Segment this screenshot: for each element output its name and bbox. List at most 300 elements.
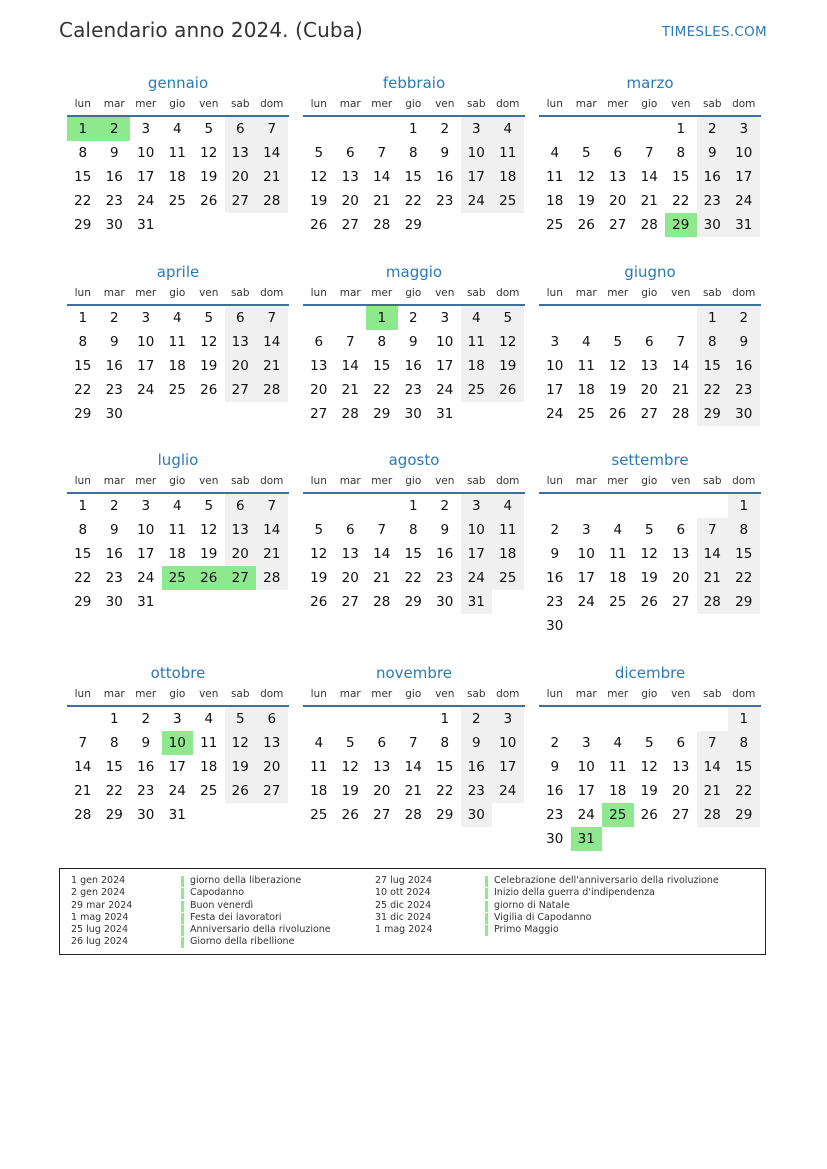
weekday-label: sab — [466, 98, 486, 110]
weekday-label: mar — [339, 287, 361, 299]
month-maggio — [303, 263, 525, 426]
day-cell: 8 — [440, 735, 450, 751]
day-cell: 31 — [436, 406, 454, 422]
day-cell: 1 — [408, 498, 418, 514]
empty-cell — [303, 306, 335, 330]
day-cell: 27 — [672, 594, 690, 610]
month-giugno — [539, 263, 761, 426]
empty-cell — [303, 494, 335, 518]
holiday-day: 29 — [665, 213, 697, 237]
day-cell: 4 — [492, 494, 524, 518]
day-cell: 14 — [404, 759, 422, 775]
day-cell: 1 — [109, 711, 119, 727]
day-cell: 30 — [461, 803, 493, 827]
legend-holiday-name: Giorno della ribellione — [190, 936, 295, 948]
day-cell: 17 — [137, 546, 155, 562]
day-cell: 12 — [225, 731, 257, 755]
empty-cell — [602, 306, 634, 330]
holiday-day: 1 — [67, 117, 99, 141]
weekday-header — [67, 475, 289, 494]
day-cell: 8 — [78, 522, 88, 538]
day-cell: 2 — [728, 306, 760, 330]
day-cell: 3 — [141, 310, 151, 326]
day-cell: 27 — [256, 779, 288, 803]
day-cell: 3 — [461, 117, 493, 141]
day-cell: 28 — [74, 807, 92, 823]
legend-row — [375, 875, 719, 887]
day-cell: 23 — [436, 193, 454, 209]
day-cell: 22 — [404, 193, 422, 209]
legend-color-marker — [181, 913, 184, 924]
holiday-day: 25 — [602, 803, 634, 827]
day-cell: 7 — [408, 735, 418, 751]
legend-row — [375, 900, 719, 912]
day-cell: 8 — [408, 145, 418, 161]
day-cell: 29 — [74, 594, 92, 610]
empty-cell — [602, 707, 634, 731]
weekday-label: ven — [435, 98, 455, 110]
weekday-label: mer — [371, 98, 393, 110]
day-cell: 24 — [728, 189, 760, 213]
day-cell: 29 — [728, 590, 760, 614]
day-cell: 18 — [492, 542, 524, 566]
weekday-label: lun — [546, 688, 563, 700]
site-link[interactable]: TIMESLES.COM — [661, 24, 767, 40]
day-cell: 29 — [404, 594, 422, 610]
day-cell: 10 — [492, 731, 524, 755]
weekday-label: gio — [405, 475, 422, 487]
day-cell: 13 — [672, 759, 690, 775]
day-cell: 23 — [404, 382, 422, 398]
day-cell: 2 — [440, 498, 450, 514]
weekday-label: ven — [671, 287, 691, 299]
day-cell: 22 — [728, 779, 760, 803]
weekday-label: lun — [546, 98, 563, 110]
weekday-label: ven — [671, 688, 691, 700]
day-cell: 24 — [137, 193, 155, 209]
empty-cell — [225, 213, 257, 237]
empty-cell — [571, 306, 603, 330]
weekday-label: sab — [702, 287, 722, 299]
day-cell: 4 — [204, 711, 214, 727]
day-cell: 12 — [341, 759, 359, 775]
empty-cell — [67, 707, 99, 731]
day-cell: 10 — [728, 141, 760, 165]
day-cell: 20 — [609, 193, 627, 209]
day-cell: 9 — [697, 141, 729, 165]
day-cell: 20 — [341, 570, 359, 586]
day-cell: 25 — [492, 189, 524, 213]
day-cell: 29 — [436, 807, 454, 823]
day-cell: 14 — [697, 542, 729, 566]
weekday-header — [67, 287, 289, 306]
empty-cell — [539, 306, 571, 330]
empty-cell — [697, 827, 729, 851]
month-dicembre — [539, 664, 761, 851]
day-cell: 16 — [546, 783, 564, 799]
weekday-label: sab — [702, 98, 722, 110]
weekday-label: mar — [339, 98, 361, 110]
empty-cell — [602, 827, 634, 851]
empty-cell — [571, 494, 603, 518]
day-cell: 17 — [168, 759, 186, 775]
weekday-label: mar — [339, 688, 361, 700]
month-name: maggio — [385, 263, 443, 281]
weekday-label: mer — [135, 287, 157, 299]
day-cell: 19 — [200, 546, 218, 562]
day-cell: 31 — [137, 217, 155, 233]
day-cell: 6 — [225, 117, 257, 141]
legend-holiday-name: Festa dei lavoratori — [190, 911, 282, 923]
day-cell: 10 — [461, 141, 493, 165]
empty-cell — [728, 827, 760, 851]
day-cell: 21 — [404, 783, 422, 799]
day-cell: 10 — [137, 334, 155, 350]
month-name: novembre — [376, 664, 452, 682]
empty-cell — [665, 614, 697, 638]
day-cell: 18 — [577, 382, 595, 398]
day-cell: 9 — [141, 735, 151, 751]
empty-cell — [728, 614, 760, 638]
day-cell: 15 — [404, 546, 422, 562]
day-cell: 4 — [492, 117, 524, 141]
day-cell: 10 — [137, 145, 155, 161]
day-cell: 5 — [314, 145, 324, 161]
day-cell: 15 — [697, 354, 729, 378]
weekday-label: lun — [546, 287, 563, 299]
day-cell: 26 — [310, 594, 328, 610]
day-cell: 10 — [137, 522, 155, 538]
day-cell: 11 — [310, 759, 328, 775]
day-cell: 26 — [640, 807, 658, 823]
day-cell: 6 — [613, 145, 623, 161]
weekday-label: sab — [230, 688, 250, 700]
day-cell: 4 — [613, 522, 623, 538]
legend-color-marker — [181, 937, 184, 948]
day-cell: 22 — [74, 193, 92, 209]
day-cell: 29 — [404, 217, 422, 233]
day-cell: 6 — [225, 306, 257, 330]
weekday-label: sab — [466, 287, 486, 299]
day-cell: 13 — [225, 518, 257, 542]
weekday-header — [539, 475, 761, 494]
empty-cell — [665, 494, 697, 518]
day-cell: 29 — [728, 803, 760, 827]
weekday-label: mer — [371, 475, 393, 487]
weekday-label: dom — [496, 688, 520, 700]
day-cell: 7 — [345, 334, 355, 350]
day-cell: 2 — [408, 310, 418, 326]
day-cell: 11 — [168, 334, 186, 350]
day-cell: 5 — [492, 306, 524, 330]
day-cell: 26 — [200, 193, 218, 209]
weekday-label: gio — [641, 688, 658, 700]
day-cell: 30 — [105, 217, 123, 233]
day-cell: 14 — [373, 169, 391, 185]
weekday-label: ven — [435, 475, 455, 487]
holiday-day: 10 — [162, 731, 194, 755]
day-cell: 13 — [225, 141, 257, 165]
day-cell: 6 — [644, 334, 654, 350]
day-cell: 10 — [461, 518, 493, 542]
day-cell: 5 — [225, 707, 257, 731]
weekday-label: dom — [496, 475, 520, 487]
empty-cell — [634, 707, 666, 731]
day-cell: 28 — [404, 807, 422, 823]
day-cell: 30 — [105, 594, 123, 610]
day-cell: 12 — [200, 522, 218, 538]
weekday-label: sab — [702, 688, 722, 700]
day-cell: 17 — [436, 358, 454, 374]
month-name: dicembre — [614, 664, 686, 682]
legend-date: 27 lug 2024 — [375, 875, 432, 886]
day-cell: 25 — [310, 807, 328, 823]
day-cell: 20 — [373, 783, 391, 799]
day-cell: 4 — [613, 735, 623, 751]
day-cell: 20 — [256, 755, 288, 779]
empty-cell — [256, 590, 288, 614]
legend-holiday-name: giorno di Natale — [494, 899, 570, 911]
day-cell: 11 — [577, 358, 595, 374]
holiday-day: 31 — [571, 827, 603, 851]
day-cell: 2 — [109, 498, 119, 514]
legend-holiday-name: Inizio della guerra d'indipendenza — [494, 887, 655, 899]
day-cell: 4 — [550, 145, 560, 161]
day-cell: 8 — [676, 145, 686, 161]
day-cell: 1 — [78, 498, 88, 514]
weekday-label: lun — [310, 688, 327, 700]
day-cell: 23 — [461, 779, 493, 803]
day-cell: 28 — [256, 378, 288, 402]
day-cell: 26 — [225, 779, 257, 803]
legend-color-marker — [181, 888, 184, 899]
weekday-label: lun — [74, 475, 91, 487]
day-cell: 14 — [256, 330, 288, 354]
day-cell: 11 — [461, 330, 493, 354]
day-cell: 6 — [676, 522, 686, 538]
day-cell: 5 — [613, 334, 623, 350]
day-cell: 11 — [609, 546, 627, 562]
weekday-label: gio — [169, 688, 186, 700]
day-cell: 19 — [341, 783, 359, 799]
weekday-label: dom — [496, 98, 520, 110]
day-cell: 25 — [492, 566, 524, 590]
weekday-label: sab — [230, 98, 250, 110]
day-cell: 7 — [697, 731, 729, 755]
legend-color-marker — [181, 901, 184, 912]
legend-holiday-name: Capodanno — [190, 887, 245, 899]
day-cell: 18 — [168, 169, 186, 185]
day-cell: 12 — [310, 546, 328, 562]
day-cell: 22 — [672, 193, 690, 209]
day-cell: 11 — [200, 735, 218, 751]
day-cell: 21 — [373, 570, 391, 586]
day-cell: 9 — [440, 145, 450, 161]
legend-date: 1 mag 2024 — [71, 911, 129, 923]
holiday-legend — [59, 868, 766, 955]
day-cell: 16 — [461, 755, 493, 779]
day-cell: 17 — [137, 169, 155, 185]
day-cell: 11 — [168, 145, 186, 161]
day-grid — [67, 494, 289, 614]
day-cell: 19 — [225, 755, 257, 779]
day-cell: 19 — [640, 783, 658, 799]
day-cell: 28 — [341, 406, 359, 422]
day-cell: 16 — [404, 358, 422, 374]
day-cell: 28 — [697, 590, 729, 614]
day-cell: 31 — [461, 590, 493, 614]
weekday-label: mer — [607, 287, 629, 299]
day-cell: 6 — [676, 735, 686, 751]
legend-color-marker — [485, 888, 488, 899]
day-cell: 14 — [341, 358, 359, 374]
month-agosto — [303, 451, 525, 614]
day-cell: 21 — [697, 779, 729, 803]
day-cell: 4 — [581, 334, 591, 350]
day-cell: 26 — [341, 807, 359, 823]
weekday-label: dom — [260, 475, 284, 487]
empty-cell — [492, 402, 524, 426]
day-cell: 30 — [728, 402, 760, 426]
day-cell: 22 — [74, 570, 92, 586]
empty-cell — [429, 213, 461, 237]
day-cell: 14 — [74, 759, 92, 775]
empty-cell — [492, 803, 524, 827]
day-cell: 30 — [105, 406, 123, 422]
day-cell: 6 — [345, 522, 355, 538]
weekday-header — [67, 688, 289, 707]
empty-cell — [225, 590, 257, 614]
day-cell: 3 — [440, 310, 450, 326]
weekday-label: dom — [260, 688, 284, 700]
day-cell: 25 — [461, 378, 493, 402]
day-grid — [539, 707, 761, 851]
day-cell: 28 — [697, 803, 729, 827]
weekday-label: mar — [339, 475, 361, 487]
day-cell: 27 — [341, 594, 359, 610]
day-cell: 1 — [728, 707, 760, 731]
empty-cell — [162, 590, 194, 614]
day-cell: 10 — [577, 546, 595, 562]
weekday-label: mer — [371, 688, 393, 700]
day-cell: 25 — [609, 594, 627, 610]
day-cell: 19 — [310, 193, 328, 209]
day-cell: 28 — [373, 217, 391, 233]
day-cell: 21 — [74, 783, 92, 799]
day-cell: 3 — [141, 121, 151, 137]
weekday-label: mar — [103, 98, 125, 110]
day-grid — [303, 707, 525, 827]
day-cell: 17 — [461, 165, 493, 189]
day-cell: 26 — [577, 217, 595, 233]
day-cell: 2 — [109, 310, 119, 326]
day-cell: 1 — [440, 711, 450, 727]
weekday-label: dom — [732, 475, 756, 487]
day-cell: 27 — [640, 406, 658, 422]
empty-cell — [335, 707, 367, 731]
day-grid — [67, 707, 289, 827]
month-name: luglio — [157, 451, 199, 469]
weekday-header — [67, 98, 289, 117]
day-cell: 24 — [137, 382, 155, 398]
month-settembre — [539, 451, 761, 638]
month-name: settembre — [611, 451, 689, 469]
day-cell: 13 — [256, 731, 288, 755]
day-cell: 8 — [377, 334, 387, 350]
day-cell: 1 — [408, 121, 418, 137]
day-cell: 15 — [672, 169, 690, 185]
day-cell: 17 — [577, 570, 595, 586]
weekday-header — [303, 287, 525, 306]
day-cell: 3 — [141, 498, 151, 514]
day-cell: 7 — [256, 306, 288, 330]
weekday-label: ven — [199, 475, 219, 487]
day-cell: 16 — [137, 759, 155, 775]
page-title: Calendario anno 2024. (Cuba) — [59, 18, 363, 42]
day-cell: 30 — [697, 213, 729, 237]
day-cell: 16 — [105, 546, 123, 562]
day-cell: 21 — [640, 193, 658, 209]
day-cell: 31 — [168, 807, 186, 823]
weekday-label: dom — [260, 98, 284, 110]
day-cell: 1 — [676, 121, 686, 137]
day-cell: 23 — [546, 807, 564, 823]
day-cell: 13 — [609, 169, 627, 185]
legend-date: 2 gen 2024 — [71, 887, 126, 899]
day-cell: 29 — [373, 406, 391, 422]
day-cell: 22 — [74, 382, 92, 398]
empty-cell — [398, 707, 430, 731]
weekday-label: dom — [260, 287, 284, 299]
day-cell: 24 — [461, 566, 493, 590]
day-cell: 6 — [225, 494, 257, 518]
day-cell: 29 — [105, 807, 123, 823]
legend-color-marker — [485, 913, 488, 924]
weekday-label: mer — [607, 475, 629, 487]
empty-cell — [492, 590, 524, 614]
weekday-label: lun — [74, 287, 91, 299]
weekday-label: ven — [199, 688, 219, 700]
weekday-label: mar — [103, 688, 125, 700]
legend-color-marker — [181, 925, 184, 936]
weekday-label: sab — [466, 475, 486, 487]
legend-holiday-name: Buon venerdì — [190, 899, 254, 911]
day-cell: 19 — [310, 570, 328, 586]
empty-cell — [130, 402, 162, 426]
day-cell: 27 — [672, 807, 690, 823]
day-cell: 7 — [644, 145, 654, 161]
month-name: febbraio — [382, 74, 446, 92]
day-cell: 9 — [550, 546, 560, 562]
day-cell: 21 — [256, 165, 288, 189]
empty-cell — [665, 306, 697, 330]
day-cell: 26 — [640, 594, 658, 610]
weekday-label: gio — [641, 98, 658, 110]
day-cell: 26 — [492, 378, 524, 402]
day-cell: 14 — [256, 141, 288, 165]
day-cell: 4 — [172, 498, 182, 514]
day-cell: 18 — [609, 783, 627, 799]
day-cell: 8 — [728, 731, 760, 755]
day-cell: 10 — [436, 334, 454, 350]
day-cell: 15 — [436, 759, 454, 775]
weekday-label: mar — [575, 287, 597, 299]
empty-cell — [602, 614, 634, 638]
day-cell: 18 — [546, 193, 564, 209]
holiday-day: 1 — [366, 306, 398, 330]
weekday-label: mer — [371, 287, 393, 299]
day-cell: 24 — [436, 382, 454, 398]
